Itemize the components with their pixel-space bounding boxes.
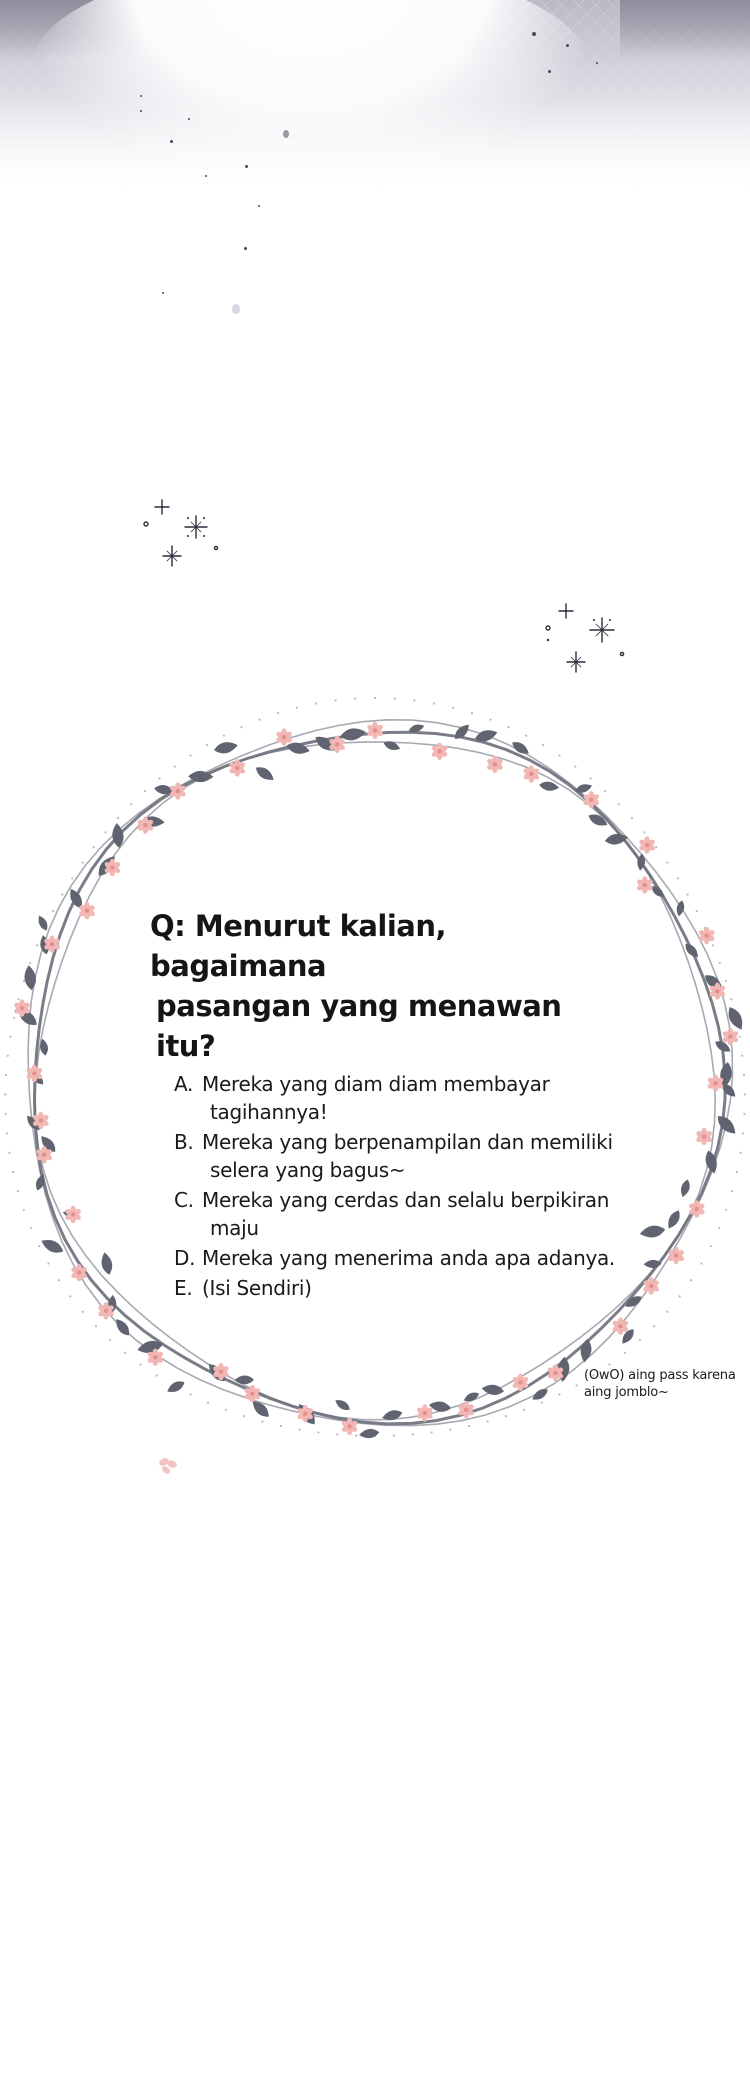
scene-fade — [0, 100, 750, 220]
question-title-line1: Q: Menurut kalian, bagaimana — [150, 909, 447, 983]
question-title — [150, 906, 630, 1066]
dust-dot — [232, 304, 240, 314]
wreath-leaf — [679, 1178, 692, 1198]
option-key: C. — [174, 1188, 194, 1212]
dust-dot — [170, 140, 173, 143]
sparkle-icon — [540, 600, 630, 680]
option-text: Mereka yang menerima anda apa adanya. — [202, 1246, 615, 1270]
dust-dot — [245, 165, 248, 168]
option-text: Mereka yang berpenampilan dan memiliki selera yang bagus~ — [202, 1130, 613, 1182]
translator-note: (OwO) aing pass karena aing jomblo~ — [584, 1368, 736, 1400]
option-key: E. — [174, 1276, 193, 1300]
option-e — [174, 1274, 630, 1302]
wreath-leaf — [719, 1081, 738, 1100]
dust-dot — [205, 175, 207, 177]
wreath-leaf — [23, 964, 37, 991]
option-text: Mereka yang diam diam membayar tagihannya! — [202, 1072, 550, 1124]
wreath-leaf — [165, 1378, 186, 1395]
option-b — [174, 1128, 630, 1184]
wreath-flower — [366, 722, 384, 739]
dust-dot — [244, 247, 247, 250]
wreath-leaf — [714, 1112, 739, 1137]
wreath-leaf — [213, 740, 239, 756]
wreath-flower — [228, 759, 246, 776]
option-text: Mereka yang cerdas dan selalu berpikiran maju — [202, 1188, 610, 1240]
wreath-leaf — [253, 764, 276, 784]
question-title-line2: pasangan yang menawan itu? — [156, 989, 562, 1063]
wreath-leaf — [99, 1251, 114, 1276]
sparkle-icon — [138, 496, 228, 576]
dust-dot — [548, 70, 551, 73]
option-d — [174, 1244, 630, 1272]
option-key: A. — [174, 1072, 194, 1096]
dust-dot — [566, 44, 569, 47]
wreath-leaf — [682, 941, 701, 960]
wreath-flower — [695, 1128, 713, 1145]
option-key: B. — [174, 1130, 194, 1154]
question-card — [150, 906, 630, 1304]
wreath-leaf — [358, 1428, 379, 1440]
wreath-leaf — [333, 1397, 352, 1413]
wreath-leaf — [639, 1224, 666, 1240]
wreath-leaf — [36, 914, 50, 932]
dust-dot — [140, 110, 142, 112]
dust-dot — [140, 95, 142, 97]
wreath-leaf — [604, 832, 629, 846]
wreath-leaf — [579, 1338, 593, 1363]
dust-dot — [188, 118, 190, 120]
wreath-leaf — [665, 1208, 683, 1231]
wreath-leaf — [382, 739, 401, 753]
option-a — [174, 1070, 630, 1126]
dust-dot — [162, 292, 164, 294]
dust-dot — [283, 130, 289, 138]
dust-dot — [532, 32, 536, 36]
dust-dot — [596, 62, 598, 64]
option-text: (Isi Sendiri) — [202, 1276, 312, 1300]
petal-icon — [156, 1456, 180, 1476]
answer-options — [150, 1070, 630, 1302]
wreath-flower — [522, 765, 540, 782]
option-key: D. — [174, 1246, 196, 1270]
wreath-flower — [638, 836, 656, 853]
cloth-shadow-right — [620, 0, 750, 60]
dust-dot — [258, 205, 260, 207]
option-c — [174, 1186, 630, 1242]
